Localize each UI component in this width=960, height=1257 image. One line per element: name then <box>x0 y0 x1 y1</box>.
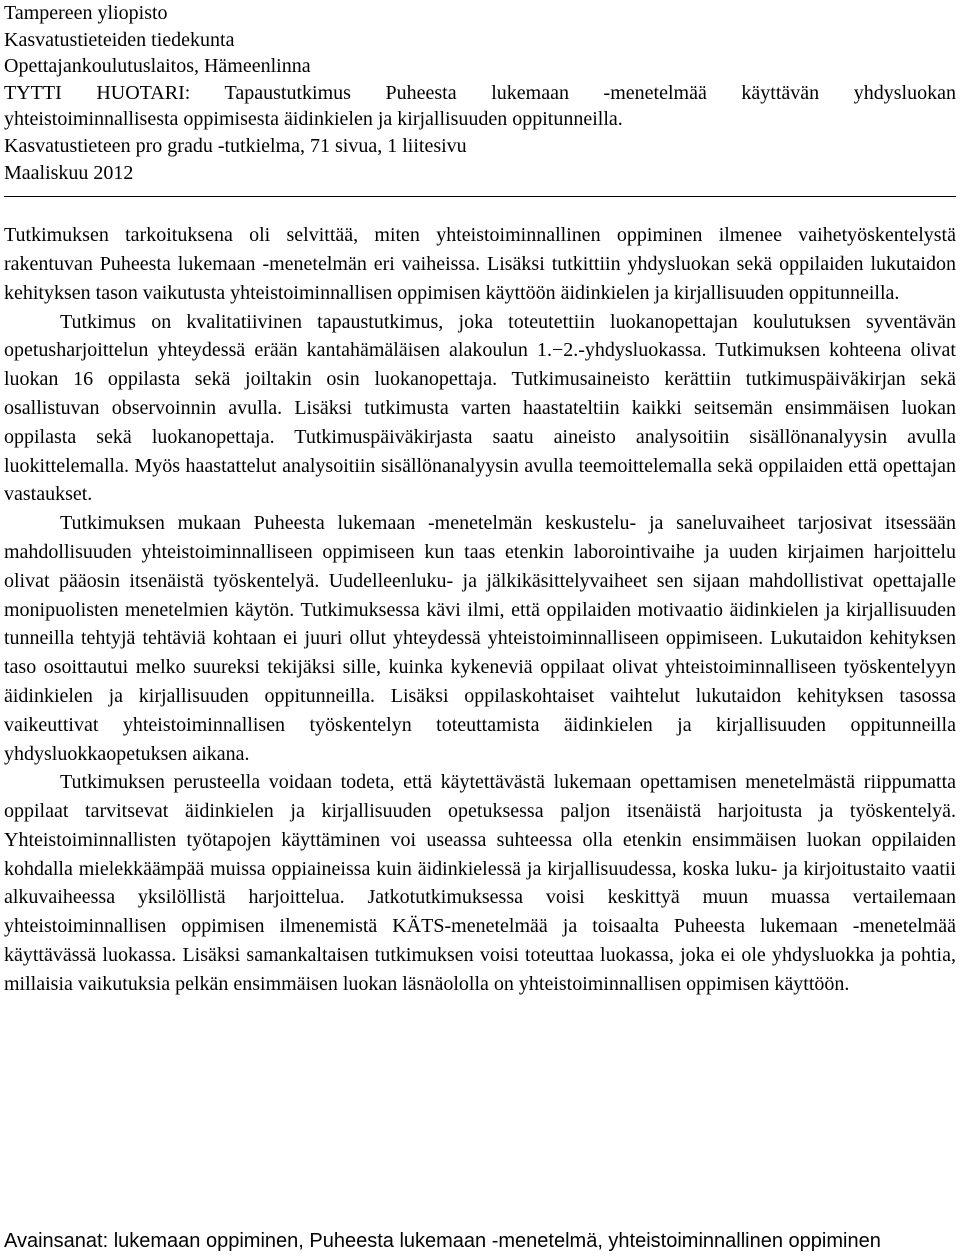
thesis-header <box>4 0 956 186</box>
abstract-paragraph: Tutkimus on kvalitatiivinen tapaustutkimus, joka toteutettiin luokanopettajan koulutuksen syventävän opetusharjoittelun yhteydessä erään kantahämäläisen alakoulun 1.−2.-yhdysluokassa. Tutkimuksen kohteena olivat luokan 16 oppilasta sekä joiltakin osin luokanopettaja. Tutkimusaineisto kerättiin tutkimuspäiväkirjan sekä osallistuvan observoinnin avulla. Lisäksi tutkimusta varten haastateltiin kaikki seitsemän ensimmäisen luokan oppilasta sekä luokanopettaja. Tutkimuspäiväkirjasta saatu aineisto analysoitiin sisällönanalyysin avulla luokittelemalla. Myös haastattelut analysoitiin sisällönanalyysin avulla teemoittelemalla sekä oppilaiden että opettajan vastaukset. <box>4 310 956 506</box>
author-and-title-line-1: TYTTI HUOTARI: Tapaustutkimus Puheesta lukemaan -menetelmää käyttävän yhdysluokan <box>4 81 956 104</box>
abstract-body <box>4 221 956 999</box>
keywords-line: Avainsanat: lukemaan oppiminen, Puheesta lukemaan -menetelmä, yhteistoiminnallinen oppiminen <box>4 1230 881 1252</box>
department-name: Opettajankoulutuslaitos, Hämeenlinna <box>4 55 311 78</box>
abstract-paragraph: Tutkimuksen mukaan Puheesta lukemaan -menetelmän keskustelu- ja saneluvaiheet tarjosivat itsessään mahdollisuuden yhteistoiminnalliseen oppimiseen kun taas etenkin laborointivaihe ja uuden kirjaimen harjoittelu olivat pääosin itsenäistä työskentelyä. Uudelleenluku- ja jälkikäsittelyvaiheet sen sijaan mahdollistivat opettajalle monipuolisten menetelmien käytön. Tutkimuksessa kävi ilmi, että oppilaiden motivaatio äidinkielen ja kirjallisuuden tunneilla tehtyjä tehtäviä kohtaan ei juuri ollut yhteydessä yhteistoiminnalliseen oppimiseen. Lukutaidon kehityksen taso osoittautui melko suureksi tekijäksi sille, kuinka kykeneviä oppilaat olivat yhteistoiminnalliseen työskentelyyn äidinkielen ja kirjallisuuden oppitunneilla. Lisäksi oppilaskohtaiset vaihtelut lukutaidon kehityksen tasossa vaikeuttivat yhteistoiminnallisen työskentelyn toteuttamista äidinkielen ja kirjallisuuden oppitunneilla yhdysluokkaopetuksen aikana. <box>4 512 956 765</box>
faculty-name: Kasvatustieteiden tiedekunta <box>4 28 235 51</box>
author-and-title-line-2: yhteistoiminnallisesta oppimisesta äidinkielen ja kirjallisuuden oppitunneilla. <box>4 108 623 131</box>
thesis-date: Maaliskuu 2012 <box>4 161 134 184</box>
university-name: Tampereen yliopisto <box>4 2 168 24</box>
abstract-paragraph: Tutkimuksen perusteella voidaan todeta, että käytettävästä lukemaan opettamisen menetelmästä riippumatta oppilaat tarvitsevat äidinkielen ja kirjallisuuden opetuksessa paljon itsenäistä harjoitusta ja työskentelyä. Yhteistoiminnallisten työtapojen käyttäminen voi useassa suhteessa olla etenkin ensimmäisen luokan oppilaiden kohdalla mielekkäämpää muissa oppiaineissa kuin äidinkielessä ja kirjallisuudessa, koska luku- ja kirjoitustaito vaatii alkuvaiheessa yksilöllistä harjoittelua. Jatkotutkimuksessa voisi keskittyä muun muassa vertailemaan yhteistoiminnallisen oppimisen ilmenemistä KÄTS-menetelmää ja toisaalta Puheesta lukemaan -menetelmää käyttävässä luokassa. Lisäksi samankaltaisen tutkimuksen voisi toteuttaa luokassa, joka ei ole yhdysluokka ja pohtia, millaisia vaikutuksia pelkän ensimmäisen luokan läsnäololla on yhteistoiminnallisen oppimisen käyttöön. <box>4 771 956 995</box>
document-page <box>4 0 956 999</box>
thesis-info: Kasvatustieteen pro gradu -tutkielma, 71 sivua, 1 liitesivu <box>4 134 467 157</box>
header-divider <box>4 196 956 197</box>
abstract-paragraph: Tutkimuksen tarkoituksena oli selvittää, miten yhteistoiminnallinen oppiminen ilmenee vaihetyöskentelystä rakentuvan Puheesta lukemaan -menetelmän eri vaiheissa. Lisäksi tutkittiin yhdysluokan sekä oppilaiden lukutaidon kehityksen tason vaikutusta yhteistoiminnallisen oppimisen käyttöön äidinkielen ja kirjallisuuden oppitunneilla. <box>4 224 956 304</box>
